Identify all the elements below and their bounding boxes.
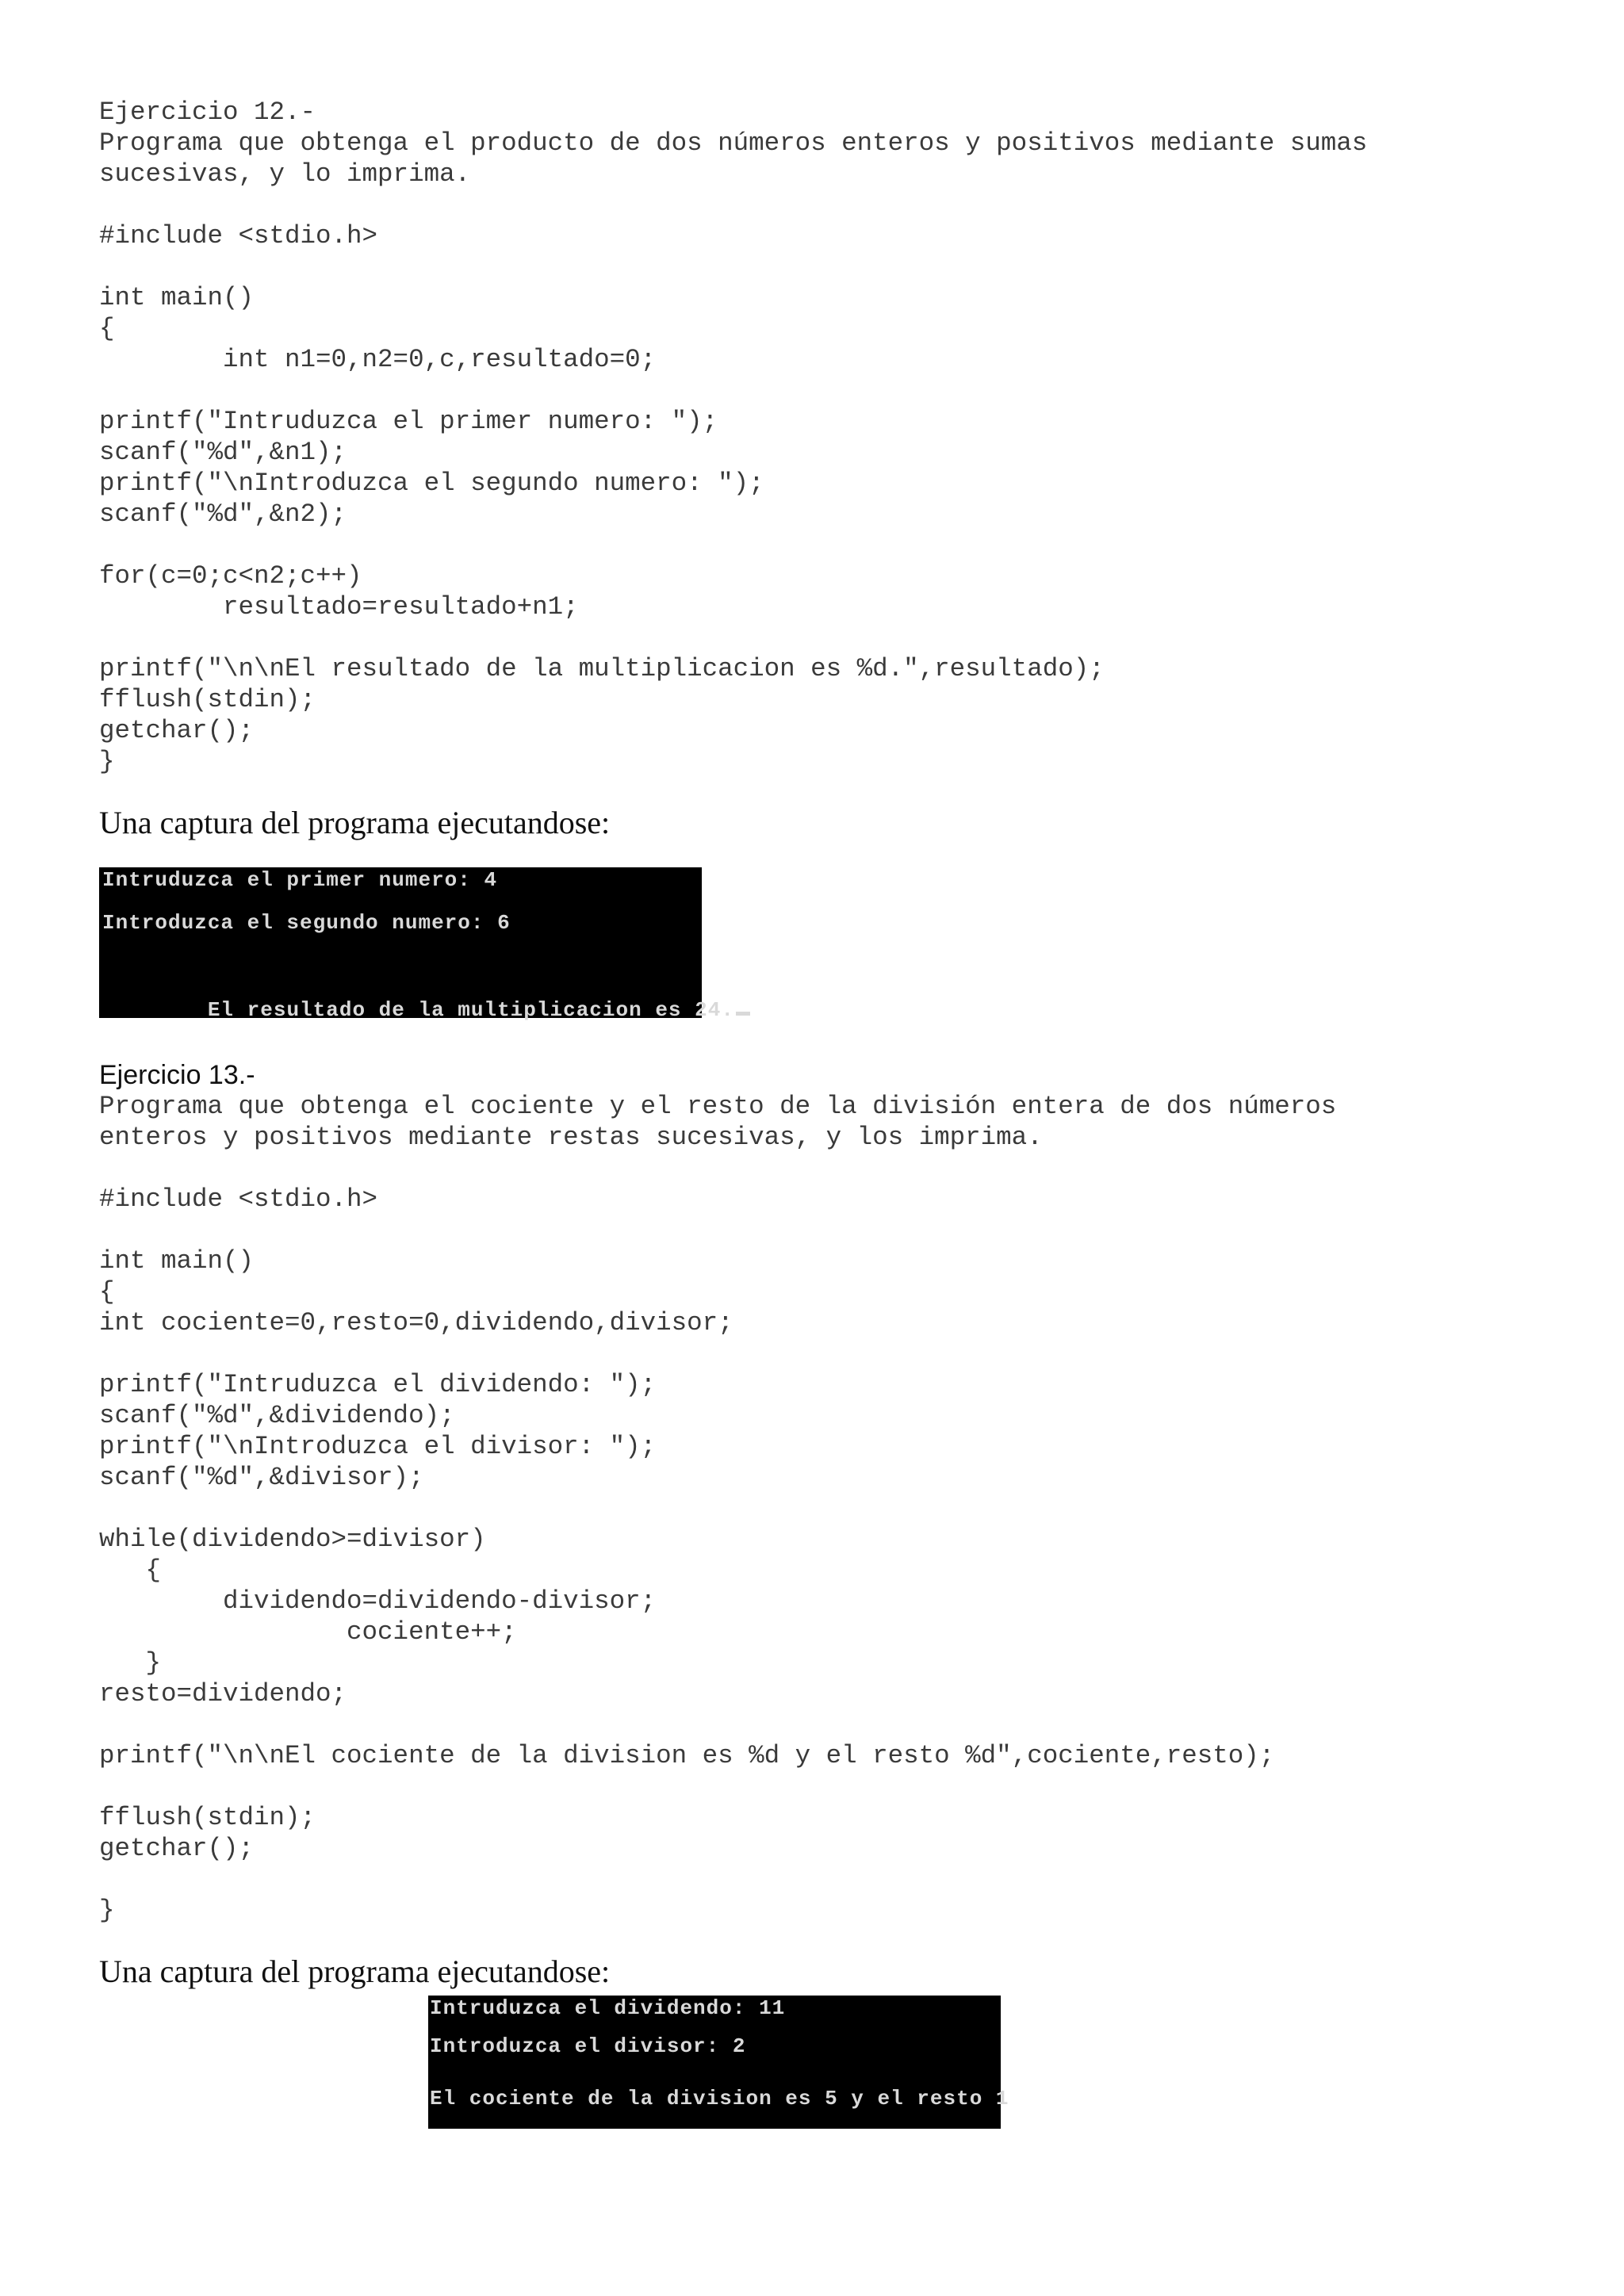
console-line: El resultado de la multiplicacion es 24. xyxy=(207,998,734,1022)
code-line: printf("\nIntroduzca el divisor: "); xyxy=(99,1432,657,1461)
code-line: scanf("%d",&n1); xyxy=(99,438,347,467)
code-line: { xyxy=(99,1277,115,1307)
code-line: scanf("%d",&dividendo); xyxy=(99,1401,455,1430)
code-line xyxy=(99,1493,1526,1524)
console-line: Introduzca el segundo numero: 6 xyxy=(102,911,511,935)
code-line: getchar(); xyxy=(99,1834,255,1863)
console-line: Intruduzca el dividendo: 11 xyxy=(430,1996,786,2020)
code-line: dividendo=dividendo-divisor; xyxy=(99,1586,657,1616)
code-line: } xyxy=(99,747,115,776)
code-line xyxy=(99,1771,1526,1802)
code-line: { xyxy=(99,1556,162,1585)
exercise-12-section xyxy=(99,97,1526,1022)
code-line: for(c=0;c<n2;c++) xyxy=(99,561,362,591)
code-line: getchar(); xyxy=(99,716,255,745)
code-line: printf("Intruduzca el dividendo: "); xyxy=(99,1370,657,1399)
exercise-13-section xyxy=(99,1059,1526,2129)
console-line: Introduzca el divisor: 2 xyxy=(430,2034,746,2058)
code-line xyxy=(99,375,1526,406)
code-line: fflush(stdin); xyxy=(99,685,316,714)
code-line: resto=dividendo; xyxy=(99,1679,347,1709)
exercise-13-capture-label: Una captura del programa ejecutandose: xyxy=(99,1954,611,1989)
exercise-12-description-line-1: Programa que obtenga el producto de dos números enteros y positivos mediante sumas xyxy=(99,128,1368,158)
exercise-13-code-block xyxy=(99,1184,1526,1926)
code-line: int n1=0,n2=0,c,resultado=0; xyxy=(99,345,657,374)
code-line: int main() xyxy=(99,1246,255,1276)
console-line: Intruduzca el primer numero: 4 xyxy=(102,868,498,892)
code-line xyxy=(99,1864,1526,1895)
code-line: #include <stdio.h> xyxy=(99,221,378,251)
code-line xyxy=(99,530,1526,561)
code-line: #include <stdio.h> xyxy=(99,1184,378,1214)
code-line xyxy=(99,1709,1526,1740)
exercise-13-console-screenshot xyxy=(428,1996,1009,2129)
code-line: while(dividendo>=divisor) xyxy=(99,1525,486,1554)
code-line: printf("\n\nEl resultado de la multiplicacion es %d.",resultado); xyxy=(99,654,1105,683)
exercise-12-console-screenshot xyxy=(99,867,734,1022)
code-line: { xyxy=(99,314,115,343)
exercise-12-code-block xyxy=(99,220,1526,777)
code-line: scanf("%d",&n2); xyxy=(99,499,347,529)
console-line: El cociente de la division es 5 y el resto 1 xyxy=(430,2087,1009,2110)
code-line xyxy=(99,1338,1526,1369)
document-page xyxy=(99,97,1526,2129)
code-line xyxy=(99,251,1526,282)
console-cursor xyxy=(736,1012,750,1016)
exercise-12-title: Ejercicio 12.- xyxy=(99,98,316,127)
code-line: cociente++; xyxy=(99,1617,517,1647)
code-line xyxy=(99,1215,1526,1246)
code-line: } xyxy=(99,1896,115,1925)
code-line: printf("\nIntroduzca el segundo numero: "); xyxy=(99,469,764,498)
code-line: resultado=resultado+n1; xyxy=(99,592,579,622)
code-line: scanf("%d",&divisor); xyxy=(99,1463,424,1492)
code-line: int cociente=0,resto=0,dividendo,divisor; xyxy=(99,1308,733,1337)
exercise-13-description-line-2: enteros y positivos mediante restas sucesivas, y los imprima. xyxy=(99,1123,1043,1152)
code-line: printf("Intruduzca el primer numero: "); xyxy=(99,407,718,436)
code-line: int main() xyxy=(99,283,255,312)
code-line: } xyxy=(99,1648,162,1678)
code-line: fflush(stdin); xyxy=(99,1803,316,1832)
code-line xyxy=(99,622,1526,653)
exercise-13-title: Ejercicio 13.- xyxy=(99,1060,255,1090)
exercise-12-capture-label: Una captura del programa ejecutandose: xyxy=(99,805,611,840)
code-line: printf("\n\nEl cociente de la division es %d y el resto %d",cociente,resto); xyxy=(99,1741,1275,1770)
exercise-13-description-line-1: Programa que obtenga el cociente y el resto de la división entera de dos números xyxy=(99,1092,1337,1121)
exercise-12-description-line-2: sucesivas, y lo imprima. xyxy=(99,159,471,189)
